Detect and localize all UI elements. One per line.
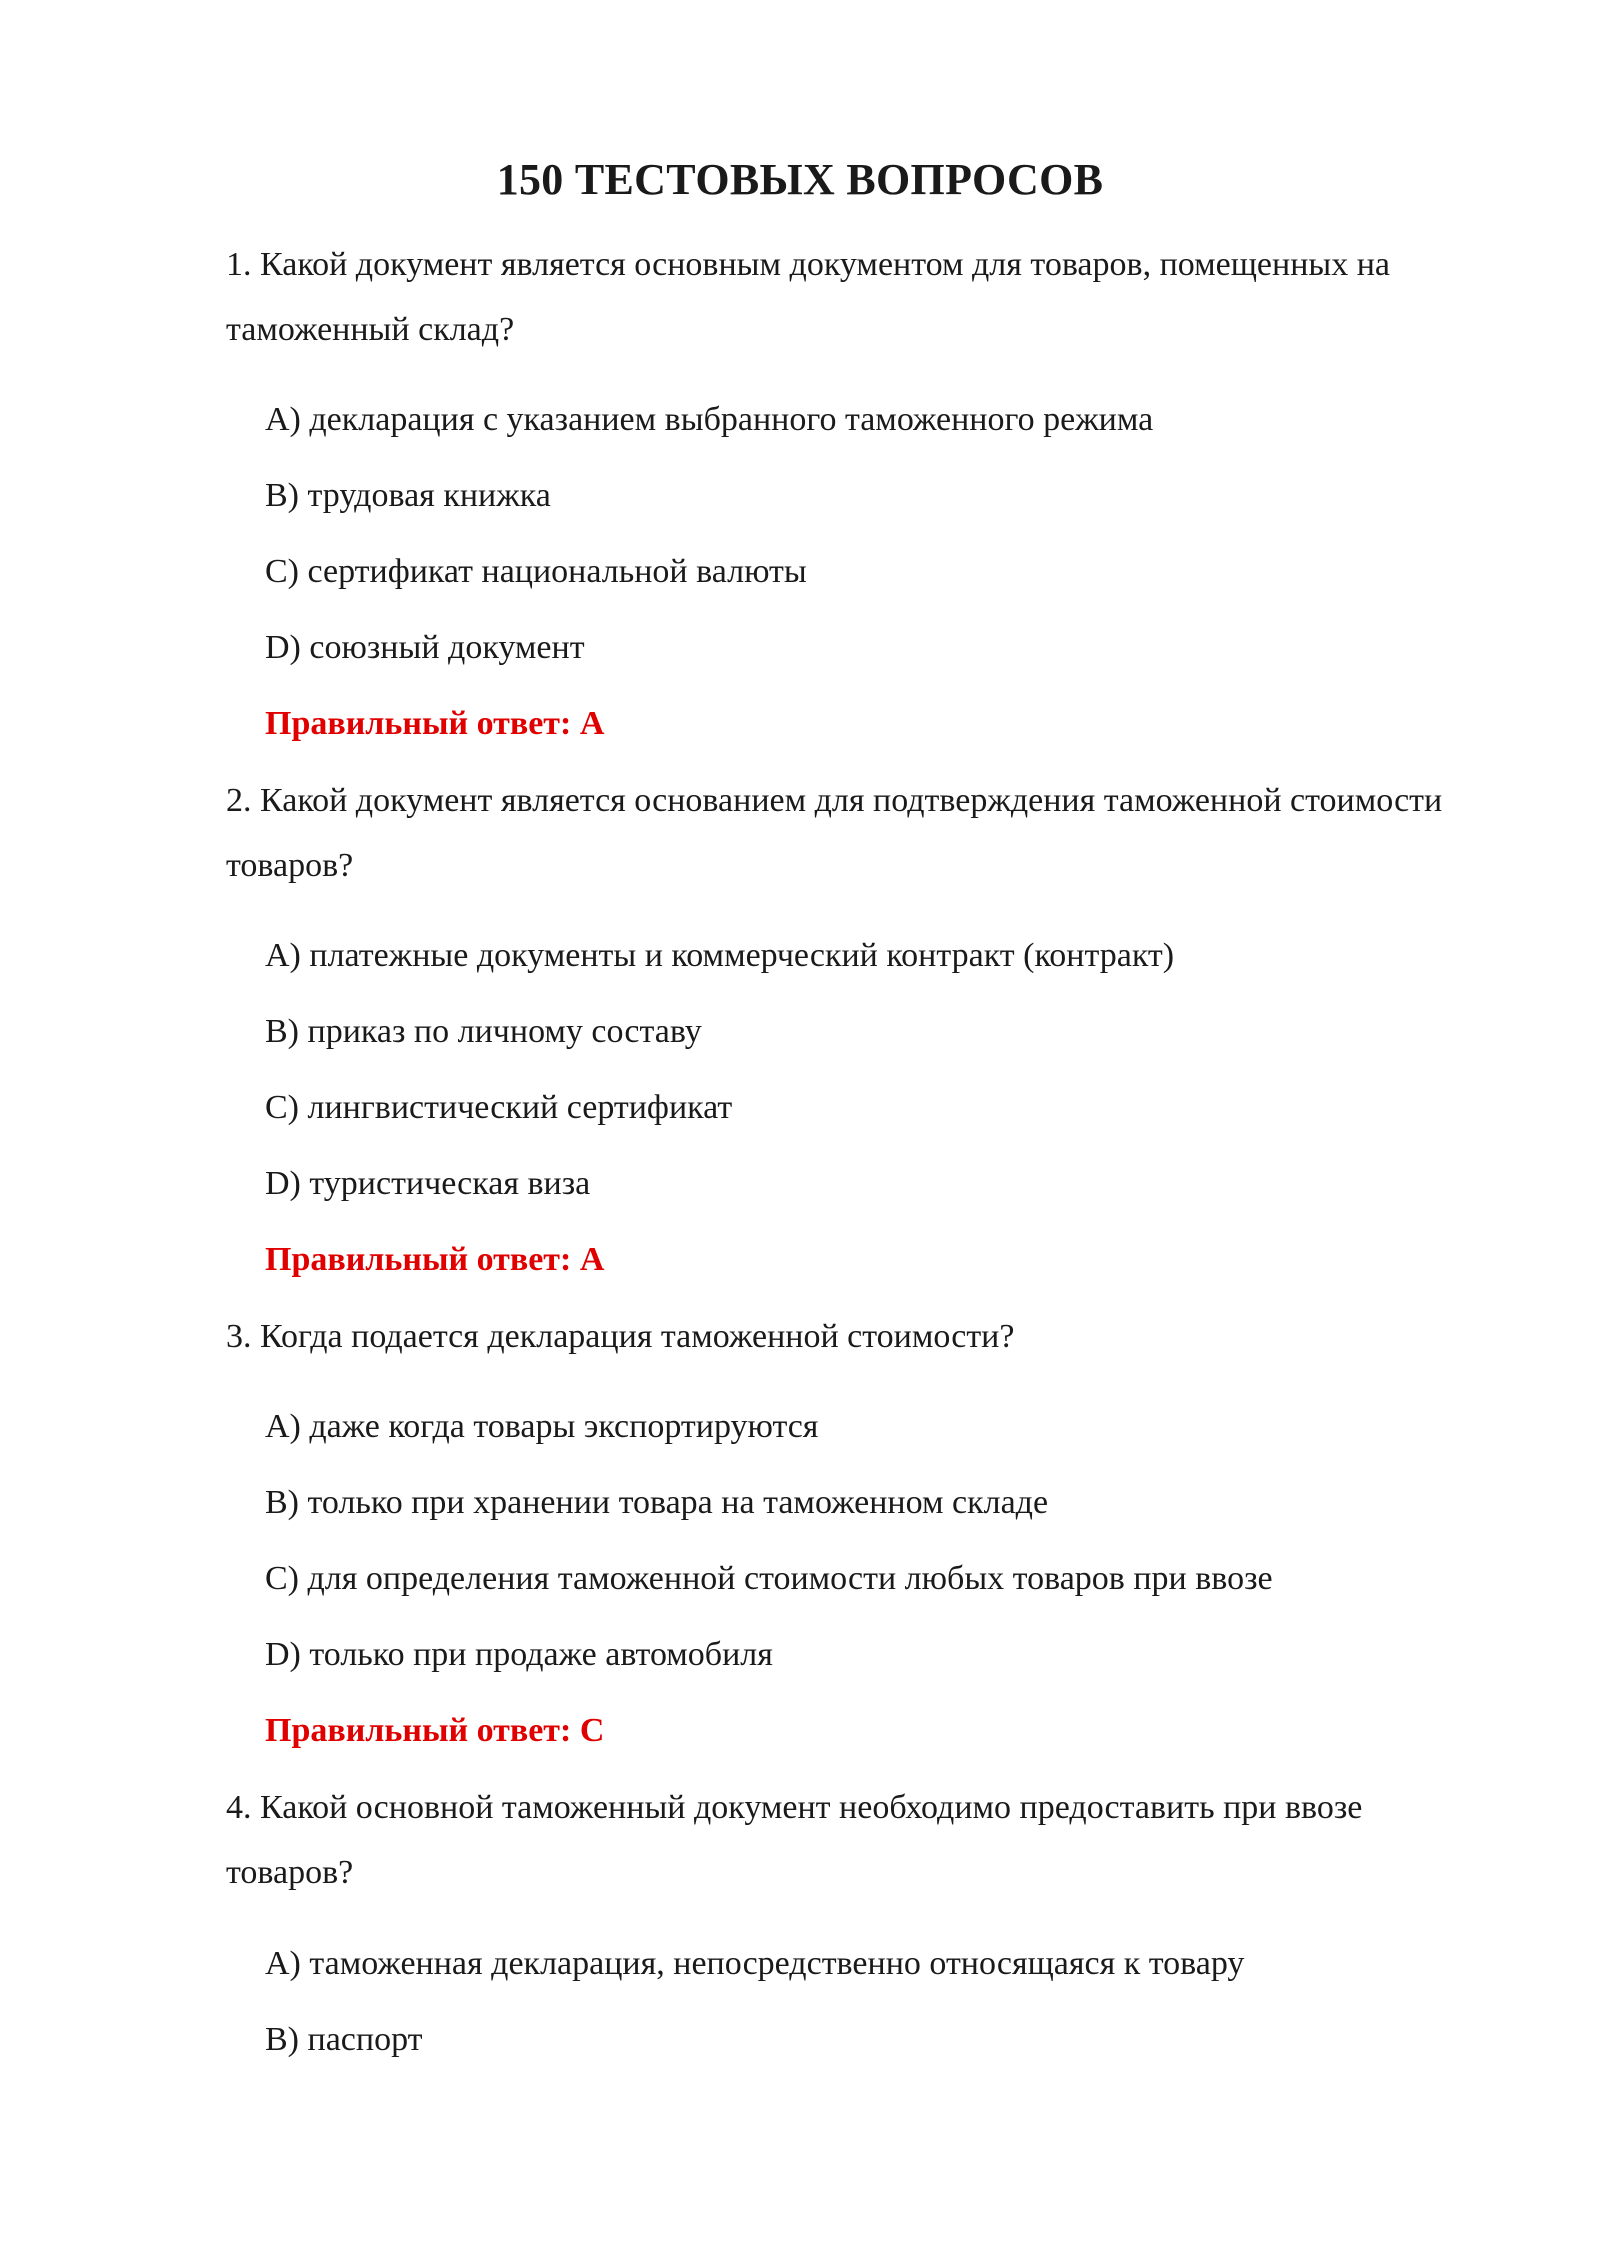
- question-1-option-c: C) сертификат национальной валюты: [265, 553, 807, 590]
- question-4-text: 4. Какой основной таможенный документ необходимо предоставить при ввозе товаров?: [226, 1789, 1363, 1891]
- question-3-option-b: B) только при хранении товара на таможенном складе: [265, 1484, 1049, 1521]
- question-2-answer: Правильный ответ: A: [265, 1241, 605, 1278]
- question-2-option-c: C) лингвистический сертификат: [265, 1089, 733, 1126]
- question-3-text: 3. Когда подается декларация таможенной стоимости?: [226, 1318, 1015, 1355]
- question-3-option-a: A) даже когда товары экспортируются: [265, 1408, 819, 1445]
- question-2-option-a: A) платежные документы и коммерческий контракт (контракт): [265, 937, 1175, 974]
- question-1-option-b: B) трудовая книжка: [265, 477, 551, 514]
- question-1-answer: Правильный ответ: A: [265, 705, 605, 742]
- question-1-option-d: D) союзный документ: [265, 629, 585, 666]
- question-4-option-b: B) паспорт: [265, 2021, 423, 2058]
- page-title: 150 ТЕСТОВЫХ ВОПРОСОВ: [496, 155, 1104, 204]
- question-2-option-b: B) приказ по личному составу: [265, 1013, 702, 1050]
- question-3-option-c: C) для определения таможенной стоимости любых товаров при ввозе: [265, 1560, 1273, 1597]
- question-1-option-a: A) декларация с указанием выбранного таможенного режима: [265, 401, 1154, 438]
- question-2-option-d: D) туристическая виза: [265, 1165, 591, 1202]
- question-1-text: 1. Какой документ является основным документом для товаров, помещенных на таможенный склад?: [226, 246, 1391, 348]
- question-4-option-a: A) таможенная декларация, непосредственно относящаяся к товару: [265, 1945, 1245, 1982]
- question-3-option-d: D) только при продаже автомобиля: [265, 1636, 773, 1673]
- question-2-text: 2. Какой документ является основанием для подтверждения таможенной стоимости товаров?: [226, 782, 1443, 884]
- question-3-answer: Правильный ответ: C: [265, 1712, 605, 1749]
